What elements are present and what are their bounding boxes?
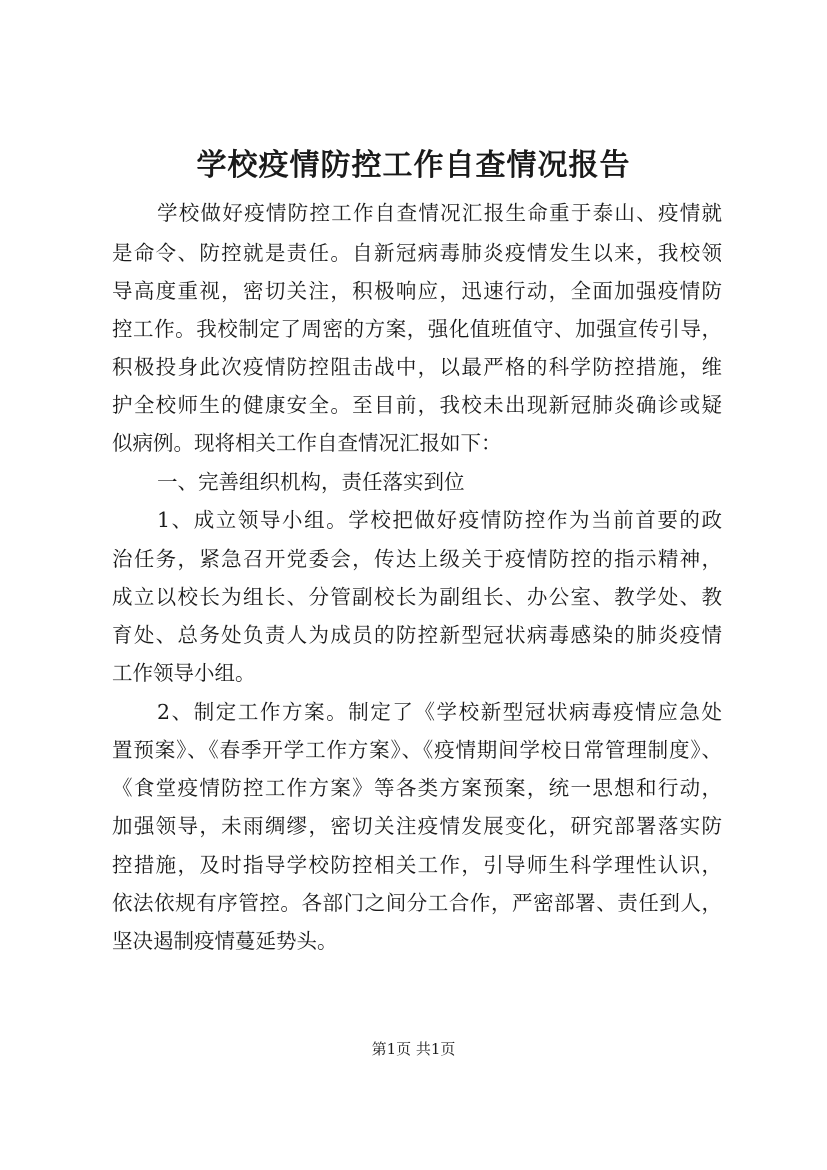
- body-line: 学校做好疫情防控工作自查情况汇报生命重于泰山、疫情就: [157, 201, 722, 225]
- body-line: 育处、总务处负责人为成员的防控新型冠状病毒感染的肺炎疫情: [112, 623, 722, 647]
- body-line: 似病例。现将相关工作自查情况汇报如下：: [112, 431, 502, 455]
- page-number-footer: 第1页 共1页: [371, 1040, 456, 1058]
- body-line: 依法依规有序管控。各部门之间分工合作，严密部署、责任到人，: [112, 891, 722, 915]
- document-title: 学校疫情防控工作自查情况报告: [196, 148, 631, 183]
- body-line: 护全校师生的健康安全。至目前，我校未出现新冠肺炎确诊或疑: [112, 393, 722, 417]
- body-line: 导高度重视，密切关注，积极响应，迅速行动，全面加强疫情防: [112, 279, 722, 303]
- body-line: 置预案》、《春季开学工作方案》、《疫情期间学校日常管理制度》、: [112, 738, 722, 762]
- body-line: 工作领导小组。: [112, 661, 256, 685]
- body-line: 是命令、防控就是责任。自新冠病毒肺炎疫情发生以来，我校领: [112, 241, 722, 265]
- body-line: 《食堂疫情防控工作方案》等各类方案预案，统一思想和行动，: [112, 776, 722, 800]
- section-heading: 一、完善组织机构，责任落实到位: [157, 470, 465, 494]
- body-line: 控工作。我校制定了周密的方案，强化值班值守、加强宣传引导，: [112, 317, 722, 341]
- body-line: 控措施，及时指导学校防控相关工作，引导师生科学理性认识，: [112, 853, 722, 877]
- body-line: 成立以校长为组长、分管副校长为副组长、办公室、教学处、教: [112, 585, 722, 609]
- body-line: 2、制定工作方案。制定了《学校新型冠状病毒疫情应急处: [157, 700, 722, 724]
- body-line: 治任务，紧急召开党委会，传达上级关于疫情防控的指示精神，: [112, 547, 722, 571]
- body-line: 加强领导，未雨绸缪，密切关注疫情发展变化，研究部署落实防: [112, 814, 722, 838]
- body-line: 坚决遏制疫情蔓延势头。: [112, 929, 338, 953]
- body-line: 积极投身此次疫情防控阻击战中，以最严格的科学防控措施，维: [112, 355, 722, 379]
- body-line: 1、成立领导小组。学校把做好疫情防控作为当前首要的政: [157, 508, 722, 532]
